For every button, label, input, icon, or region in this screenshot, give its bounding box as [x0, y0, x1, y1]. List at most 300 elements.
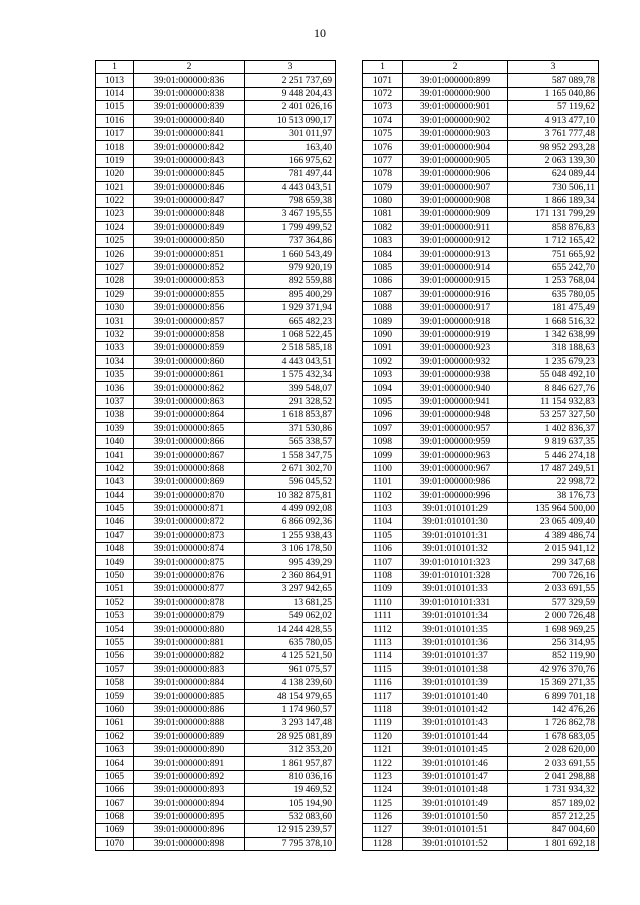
- cadastral-value: 3 297 942,65: [245, 583, 336, 596]
- table-row: [96, 208, 336, 221]
- cadastral-value: 1 861 957,87: [245, 757, 336, 770]
- cadastral-value: 665 482,23: [245, 315, 336, 328]
- cadastral-value: 1 235 679,23: [508, 355, 599, 368]
- table-row: [96, 743, 336, 756]
- cadastral-number: 39:01:000000:901: [403, 101, 508, 114]
- table-row: [96, 837, 336, 850]
- table-row: [96, 810, 336, 823]
- table-row: [96, 636, 336, 649]
- column-header-cadastral: 2: [134, 61, 245, 74]
- cadastral-number: 39:01:000000:872: [134, 516, 245, 529]
- table-row: [96, 596, 336, 609]
- cadastral-value: 4 499 092,08: [245, 502, 336, 515]
- row-number: 1079: [363, 181, 403, 194]
- row-number: 1098: [363, 435, 403, 448]
- row-number: 1092: [363, 355, 403, 368]
- cadastral-number: 39:01:000000:889: [134, 730, 245, 743]
- cadastral-number: 39:01:000000:893: [134, 784, 245, 797]
- cadastral-number: 39:01:000000:917: [403, 302, 508, 315]
- cadastral-number: 39:01:000000:847: [134, 194, 245, 207]
- row-number: 1115: [363, 663, 403, 676]
- cadastral-value: 166 975,62: [245, 154, 336, 167]
- cadastral-value: 10 382 875,81: [245, 489, 336, 502]
- left-table: [95, 60, 336, 851]
- table-row: [363, 127, 599, 140]
- cadastral-value: 565 338,57: [245, 435, 336, 448]
- cadastral-value: 3 467 195,55: [245, 208, 336, 221]
- cadastral-value: 371 530,86: [245, 422, 336, 435]
- cadastral-value: 2 063 139,30: [508, 154, 599, 167]
- table-row: [96, 502, 336, 515]
- row-number: 1110: [363, 596, 403, 609]
- table-row: [96, 824, 336, 837]
- row-number: 1122: [363, 757, 403, 770]
- cadastral-number: 39:01:000000:875: [134, 556, 245, 569]
- cadastral-number: 39:01:000000:839: [134, 101, 245, 114]
- cadastral-number: 39:01:000000:923: [403, 342, 508, 355]
- table-row: [363, 288, 599, 301]
- row-number: 1116: [363, 676, 403, 689]
- table-row: [363, 676, 599, 689]
- row-number: 1052: [96, 596, 134, 609]
- cadastral-value: 181 475,49: [508, 302, 599, 315]
- cadastral-value: 4 125 521,50: [245, 650, 336, 663]
- cadastral-value: 635 780,05: [508, 288, 599, 301]
- row-number: 1031: [96, 315, 134, 328]
- table-row: [363, 837, 599, 850]
- table-row: [96, 409, 336, 422]
- row-number: 1063: [96, 743, 134, 756]
- cadastral-value: 624 089,44: [508, 168, 599, 181]
- cadastral-value: 847 004,60: [508, 824, 599, 837]
- cadastral-value: 2 041 298,88: [508, 770, 599, 783]
- cadastral-value: 2 028 620,00: [508, 743, 599, 756]
- row-number: 1078: [363, 168, 403, 181]
- row-number: 1026: [96, 248, 134, 261]
- table-row: [96, 181, 336, 194]
- table-row: [363, 114, 599, 127]
- table-row: [363, 516, 599, 529]
- row-number: 1029: [96, 288, 134, 301]
- cadastral-value: 2 033 691,55: [508, 757, 599, 770]
- cadastral-value: 1 668 516,32: [508, 315, 599, 328]
- table-row: [96, 235, 336, 248]
- cadastral-value: 3 761 777,48: [508, 127, 599, 140]
- cadastral-number: 39:01:010101:331: [403, 596, 508, 609]
- cadastral-value: 3 293 147,48: [245, 717, 336, 730]
- cadastral-value: 38 176,73: [508, 489, 599, 502]
- row-number: 1107: [363, 556, 403, 569]
- table-row: [96, 623, 336, 636]
- row-number: 1120: [363, 730, 403, 743]
- table-row: [96, 87, 336, 100]
- cadastral-number: 39:01:000000:986: [403, 476, 508, 489]
- cadastral-value: 163,40: [245, 141, 336, 154]
- cadastral-value: 1 174 960,57: [245, 703, 336, 716]
- cadastral-number: 39:01:000000:896: [134, 824, 245, 837]
- row-number: 1021: [96, 181, 134, 194]
- table-row: [363, 141, 599, 154]
- cadastral-number: 39:01:000000:873: [134, 529, 245, 542]
- cadastral-value: 857 189,02: [508, 797, 599, 810]
- table-row: [363, 784, 599, 797]
- cadastral-number: 39:01:000000:888: [134, 717, 245, 730]
- cadastral-value: 1 660 543,49: [245, 248, 336, 261]
- row-number: 1017: [96, 127, 134, 140]
- table-row: [363, 529, 599, 542]
- table-row: [96, 703, 336, 716]
- cadastral-number: 39:01:010101:51: [403, 824, 508, 837]
- cadastral-number: 39:01:000000:863: [134, 395, 245, 408]
- table-row: [96, 154, 336, 167]
- table-header-row: [96, 61, 336, 74]
- column-header-cadastral: 2: [403, 61, 508, 74]
- table-row: [363, 556, 599, 569]
- cadastral-number: 39:01:000000:957: [403, 422, 508, 435]
- cadastral-number: 39:01:000000:881: [134, 636, 245, 649]
- cadastral-number: 39:01:010101:35: [403, 623, 508, 636]
- cadastral-number: 39:01:000000:890: [134, 743, 245, 756]
- cadastral-number: 39:01:000000:892: [134, 770, 245, 783]
- cadastral-number: 39:01:000000:848: [134, 208, 245, 221]
- table-row: [96, 690, 336, 703]
- row-number: 1070: [96, 837, 134, 850]
- cadastral-number: 39:01:000000:861: [134, 368, 245, 381]
- row-number: 1072: [363, 87, 403, 100]
- cadastral-number: 39:01:010101:32: [403, 543, 508, 556]
- table-row: [363, 168, 599, 181]
- cadastral-value: 1 866 189,34: [508, 194, 599, 207]
- row-number: 1073: [363, 101, 403, 114]
- cadastral-number: 39:01:000000:838: [134, 87, 245, 100]
- row-number: 1099: [363, 449, 403, 462]
- cadastral-number: 39:01:000000:895: [134, 810, 245, 823]
- cadastral-number: 39:01:000000:871: [134, 502, 245, 515]
- cadastral-value: 1 799 499,52: [245, 221, 336, 234]
- table-row: [96, 462, 336, 475]
- cadastral-number: 39:01:000000:898: [134, 837, 245, 850]
- row-number: 1014: [96, 87, 134, 100]
- cadastral-value: 312 353,20: [245, 743, 336, 756]
- table-row: [96, 476, 336, 489]
- row-number: 1126: [363, 810, 403, 823]
- cadastral-value: 7 795 378,10: [245, 837, 336, 850]
- table-row: [363, 703, 599, 716]
- cadastral-number: 39:01:000000:865: [134, 422, 245, 435]
- row-number: 1100: [363, 462, 403, 475]
- cadastral-value: 1 618 853,87: [245, 409, 336, 422]
- row-number: 1091: [363, 342, 403, 355]
- cadastral-number: 39:01:000000:867: [134, 449, 245, 462]
- row-number: 1109: [363, 583, 403, 596]
- cadastral-number: 39:01:000000:885: [134, 690, 245, 703]
- cadastral-value: 1 726 862,78: [508, 717, 599, 730]
- row-number: 1033: [96, 342, 134, 355]
- cadastral-value: 895 400,29: [245, 288, 336, 301]
- table-row: [96, 529, 336, 542]
- cadastral-number: 39:01:010101:39: [403, 676, 508, 689]
- cadastral-value: 4 913 477,10: [508, 114, 599, 127]
- cadastral-value: 5 446 274,18: [508, 449, 599, 462]
- cadastral-value: 9 819 637,35: [508, 435, 599, 448]
- table-row: [96, 315, 336, 328]
- table-row: [96, 516, 336, 529]
- table-row: [96, 114, 336, 127]
- cadastral-number: 39:01:000000:878: [134, 596, 245, 609]
- table-header-row: [363, 61, 599, 74]
- cadastral-number: 39:01:000000:918: [403, 315, 508, 328]
- cadastral-number: 39:01:000000:866: [134, 435, 245, 448]
- row-number: 1037: [96, 395, 134, 408]
- cadastral-number: 39:01:000000:919: [403, 328, 508, 341]
- cadastral-number: 39:01:010101:34: [403, 610, 508, 623]
- cadastral-value: 171 131 799,29: [508, 208, 599, 221]
- table-row: [363, 730, 599, 743]
- cadastral-number: 39:01:010101:43: [403, 717, 508, 730]
- cadastral-value: 1 712 165,42: [508, 235, 599, 248]
- row-number: 1024: [96, 221, 134, 234]
- table-row: [363, 810, 599, 823]
- cadastral-value: 42 976 370,76: [508, 663, 599, 676]
- row-number: 1034: [96, 355, 134, 368]
- table-row: [96, 543, 336, 556]
- cadastral-number: 39:01:000000:912: [403, 235, 508, 248]
- cadastral-value: 4 443 043,51: [245, 355, 336, 368]
- row-number: 1114: [363, 650, 403, 663]
- cadastral-number: 39:01:000000:846: [134, 181, 245, 194]
- table-row: [363, 502, 599, 515]
- row-number: 1090: [363, 328, 403, 341]
- row-number: 1096: [363, 409, 403, 422]
- cadastral-number: 39:01:010101:38: [403, 663, 508, 676]
- cadastral-value: 299 347,68: [508, 556, 599, 569]
- table-row: [363, 489, 599, 502]
- row-number: 1060: [96, 703, 134, 716]
- table-row: [96, 784, 336, 797]
- cadastral-value: 291 328,52: [245, 395, 336, 408]
- cadastral-value: 301 011,97: [245, 127, 336, 140]
- cadastral-value: 318 188,63: [508, 342, 599, 355]
- table-row: [363, 275, 599, 288]
- cadastral-value: 1 253 768,04: [508, 275, 599, 288]
- row-number: 1088: [363, 302, 403, 315]
- cadastral-number: 39:01:010101:44: [403, 730, 508, 743]
- table-row: [96, 382, 336, 395]
- cadastral-value: 399 548,07: [245, 382, 336, 395]
- cadastral-value: 532 083,60: [245, 810, 336, 823]
- cadastral-number: 39:01:000000:915: [403, 275, 508, 288]
- cadastral-number: 39:01:010101:49: [403, 797, 508, 810]
- cadastral-value: 48 154 979,65: [245, 690, 336, 703]
- cadastral-value: 781 497,44: [245, 168, 336, 181]
- row-number: 1027: [96, 261, 134, 274]
- cadastral-number: 39:01:000000:914: [403, 261, 508, 274]
- cadastral-value: 98 952 293,28: [508, 141, 599, 154]
- cadastral-value: 142 476,26: [508, 703, 599, 716]
- row-number: 1119: [363, 717, 403, 730]
- cadastral-value: 2 401 026,16: [245, 101, 336, 114]
- row-number: 1117: [363, 690, 403, 703]
- cadastral-number: 39:01:010101:48: [403, 784, 508, 797]
- cadastral-number: 39:01:000000:870: [134, 489, 245, 502]
- cadastral-value: 2 000 726,48: [508, 610, 599, 623]
- row-number: 1085: [363, 261, 403, 274]
- table-row: [96, 422, 336, 435]
- cadastral-number: 39:01:000000:845: [134, 168, 245, 181]
- cadastral-number: 39:01:010101:37: [403, 650, 508, 663]
- cadastral-number: 39:01:000000:860: [134, 355, 245, 368]
- cadastral-value: 8 846 627,76: [508, 382, 599, 395]
- cadastral-value: 256 314,95: [508, 636, 599, 649]
- cadastral-number: 39:01:000000:836: [134, 74, 245, 87]
- cadastral-number: 39:01:000000:876: [134, 569, 245, 582]
- cadastral-number: 39:01:010101:328: [403, 569, 508, 582]
- cadastral-value: 28 925 081,89: [245, 730, 336, 743]
- cadastral-value: 995 439,29: [245, 556, 336, 569]
- table-row: [363, 650, 599, 663]
- cadastral-number: 39:01:000000:963: [403, 449, 508, 462]
- row-number: 1125: [363, 797, 403, 810]
- row-number: 1046: [96, 516, 134, 529]
- cadastral-number: 39:01:000000:902: [403, 114, 508, 127]
- cadastral-number: 39:01:000000:879: [134, 610, 245, 623]
- cadastral-number: 39:01:000000:903: [403, 127, 508, 140]
- cadastral-value: 22 998,72: [508, 476, 599, 489]
- table-row: [96, 141, 336, 154]
- table-row: [363, 462, 599, 475]
- cadastral-number: 39:01:000000:932: [403, 355, 508, 368]
- row-number: 1067: [96, 797, 134, 810]
- cadastral-value: 655 242,70: [508, 261, 599, 274]
- table-row: [96, 127, 336, 140]
- row-number: 1082: [363, 221, 403, 234]
- row-number: 1068: [96, 810, 134, 823]
- row-number: 1020: [96, 168, 134, 181]
- page-number: 10: [314, 26, 326, 40]
- row-number: 1051: [96, 583, 134, 596]
- row-number: 1039: [96, 422, 134, 435]
- cadastral-value: 1 165 040,86: [508, 87, 599, 100]
- row-number: 1057: [96, 663, 134, 676]
- cadastral-value: 852 119,90: [508, 650, 599, 663]
- cadastral-value: 2 360 864,91: [245, 569, 336, 582]
- row-number: 1050: [96, 569, 134, 582]
- cadastral-value: 6 866 092,36: [245, 516, 336, 529]
- cadastral-number: 39:01:000000:852: [134, 261, 245, 274]
- row-number: 1071: [363, 74, 403, 87]
- table-row: [96, 717, 336, 730]
- cadastral-number: 39:01:000000:842: [134, 141, 245, 154]
- cadastral-value: 2 518 585,18: [245, 342, 336, 355]
- table-row: [96, 355, 336, 368]
- table-row: [363, 663, 599, 676]
- cadastral-value: 53 257 327,50: [508, 409, 599, 422]
- cadastral-value: 596 045,52: [245, 476, 336, 489]
- row-number: 1016: [96, 114, 134, 127]
- row-number: 1103: [363, 502, 403, 515]
- cadastral-number: 39:01:010101:31: [403, 529, 508, 542]
- row-number: 1083: [363, 235, 403, 248]
- cadastral-value: 14 244 428,55: [245, 623, 336, 636]
- row-number: 1061: [96, 717, 134, 730]
- row-number: 1087: [363, 288, 403, 301]
- column-header-number: 1: [96, 61, 134, 74]
- row-number: 1118: [363, 703, 403, 716]
- table-row: [363, 382, 599, 395]
- cadastral-value: 55 048 492,10: [508, 368, 599, 381]
- table-row: [96, 569, 336, 582]
- row-number: 1054: [96, 623, 134, 636]
- cadastral-value: 635 780,05: [245, 636, 336, 649]
- row-number: 1030: [96, 302, 134, 315]
- cadastral-value: 2 015 941,12: [508, 543, 599, 556]
- table-row: [363, 221, 599, 234]
- cadastral-number: 39:01:010101:30: [403, 516, 508, 529]
- row-number: 1048: [96, 543, 134, 556]
- cadastral-number: 39:01:000000:841: [134, 127, 245, 140]
- cadastral-value: 17 487 249,51: [508, 462, 599, 475]
- table-row: [363, 743, 599, 756]
- table-row: [363, 770, 599, 783]
- table-row: [96, 368, 336, 381]
- cadastral-value: 2 251 737,69: [245, 74, 336, 87]
- cadastral-value: 19 469,52: [245, 784, 336, 797]
- cadastral-value: 857 212,25: [508, 810, 599, 823]
- table-row: [363, 409, 599, 422]
- table-row: [363, 435, 599, 448]
- table-row: [363, 261, 599, 274]
- cadastral-number: 39:01:000000:849: [134, 221, 245, 234]
- cadastral-value: 4 138 239,60: [245, 676, 336, 689]
- cadastral-value: 11 154 932,83: [508, 395, 599, 408]
- row-number: 1124: [363, 784, 403, 797]
- cadastral-number: 39:01:000000:859: [134, 342, 245, 355]
- row-number: 1104: [363, 516, 403, 529]
- cadastral-value: 9 448 204,43: [245, 87, 336, 100]
- cadastral-number: 39:01:010101:42: [403, 703, 508, 716]
- table-row: [96, 676, 336, 689]
- row-number: 1023: [96, 208, 134, 221]
- right-table-body: [363, 61, 599, 851]
- cadastral-value: 6 899 701,18: [508, 690, 599, 703]
- table-row: [363, 636, 599, 649]
- cadastral-value: 1 929 371,94: [245, 302, 336, 315]
- table-row: [96, 663, 336, 676]
- row-number: 1075: [363, 127, 403, 140]
- row-number: 1032: [96, 328, 134, 341]
- cadastral-value: 798 659,38: [245, 194, 336, 207]
- cadastral-value: 979 920,19: [245, 261, 336, 274]
- cadastral-number: 39:01:000000:900: [403, 87, 508, 100]
- table-row: [363, 583, 599, 596]
- row-number: 1097: [363, 422, 403, 435]
- cadastral-value: 10 513 090,17: [245, 114, 336, 127]
- table-row: [363, 208, 599, 221]
- cadastral-number: 39:01:000000:940: [403, 382, 508, 395]
- table-row: [363, 596, 599, 609]
- cadastral-number: 39:01:000000:886: [134, 703, 245, 716]
- table-row: [96, 435, 336, 448]
- table-row: [96, 650, 336, 663]
- cadastral-value: 892 559,88: [245, 275, 336, 288]
- row-number: 1047: [96, 529, 134, 542]
- row-number: 1064: [96, 757, 134, 770]
- row-number: 1035: [96, 368, 134, 381]
- cadastral-number: 39:01:000000:850: [134, 235, 245, 248]
- row-number: 1080: [363, 194, 403, 207]
- row-number: 1015: [96, 101, 134, 114]
- cadastral-number: 39:01:010101:50: [403, 810, 508, 823]
